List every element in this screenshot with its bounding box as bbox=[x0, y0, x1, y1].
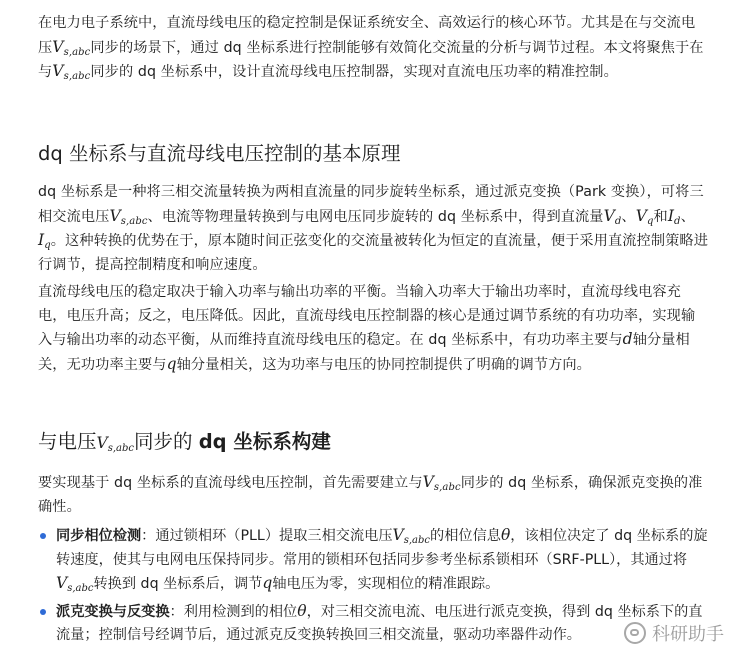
math-vsabc: $V_{s,abc}$ bbox=[52, 62, 91, 82]
watermark-text: 科研助手 bbox=[652, 624, 724, 645]
list-item: 同步相位检测：通过锁相环（PLL）提取三相交流电压$V_{s,abc}$的相位信息θ，该相位决定了 dq 坐标系的旋转速度，使其与电网电压保持同步。常用的锁相环包括同步参考坐标系锁相环（SRF-PLL），其通过将$V_{s,abc}$转换到 dq 坐标系后，调节q轴电压为零，实现相位的精准跟踪。 bbox=[38, 524, 708, 597]
math-q: q bbox=[166, 354, 177, 373]
bullet-dot-icon bbox=[40, 533, 46, 539]
math-vd: $V_d$ bbox=[603, 206, 622, 227]
math-vq: $V_q$ bbox=[635, 206, 654, 227]
math-q: q bbox=[262, 574, 273, 592]
intro-text-1: 在电力电子系统中，直流母线电压的稳定控制是保证系统安全、高效运行的核心环节。尤其是在与交流电压 bbox=[38, 15, 696, 56]
intro-text-3: 同步的 dq 坐标系中，设计直流母线电压控制器，实现对直流电压功率的精准控制。 bbox=[90, 64, 618, 80]
math-d: d bbox=[622, 330, 633, 348]
math-vsabc: $V_{s,abc}$ bbox=[392, 526, 430, 546]
math-vsabc: $V_{s,abc}$ bbox=[52, 37, 91, 58]
math-theta: θ bbox=[500, 526, 511, 544]
watermark bbox=[624, 620, 724, 646]
intro-paragraph bbox=[38, 12, 708, 85]
section1-paragraph-1: dq 坐标系是一种将三相交流量转换为两相直流量的同步旋转坐标系，通过派克变换（Park 变换），可将三相交流电压$V_{s,abc}$、电流等物理量转换到与电网电压同步旋转的 dq 坐标系中，得到直流量$V_d$、$V_q$和$I_d$、$I_q$。这种转换的优势在于，原本随时间正弦变化的交流量被转化为恒定的直流量，便于采用直流控制策略进行调节，提高控制精度和响应速度。 bbox=[38, 184, 708, 273]
bullet-title: 同步相位检测 bbox=[56, 528, 142, 544]
section2-paragraph: 要实现基于 dq 坐标系的直流母线电压控制，首先需要建立与$V_{s,abc}$同步的 dq 坐标系，确保派克变换的准确性。 bbox=[38, 473, 703, 515]
math-id: $I_d$ bbox=[667, 206, 681, 227]
bullet-dot-icon bbox=[40, 609, 46, 615]
math-vsabc: $V_{s,abc}$ bbox=[109, 206, 148, 227]
section1-heading: dq 坐标系与直流母线电压控制的基本原理 bbox=[38, 142, 401, 165]
list-item: 派克变换与反变换：利用检测到的相位θ，对三相交流电流、电压进行派克变换，得到 dq 坐标系下的直流量；控制信号经调节后，通过派克反变换转换回三相交流量，驱动功率器件动作。 bbox=[38, 600, 708, 648]
math-theta: θ bbox=[297, 601, 307, 620]
wechat-logo-icon bbox=[624, 622, 646, 644]
intro-text-2: 同步的场景下，通过 dq 坐标系进行控制能够有效简化交流量的分析与调节过程。本文将聚焦于在与 bbox=[38, 39, 704, 80]
math-vsabc: $V_{s,abc}$ bbox=[96, 434, 134, 454]
math-iq: $I_q$ bbox=[38, 231, 51, 251]
section1-paragraph-2: 直流母线电压的稳定取决于输入功率与输出功率的平衡。当输入功率大于输出功率时，直流母线电容充电，电压升高；反之，电压降低。因此，直流母线电压控制器的核心是通过调节系统的有功功率，实现输入与输出功率的动态平衡，从而维持直流母线电压的稳定。在 dq 坐标系中，有功功率主要与d轴分量相关，无功功率主要与q轴分量相关，这为功率与电压的协同控制提供了明确的调节方向。 bbox=[38, 284, 696, 373]
math-vsabc: $V_{s,abc}$ bbox=[56, 574, 94, 594]
bullet-title: 派克变换与反变换 bbox=[56, 603, 170, 620]
section2-heading: 与电压$V_{s,abc}$同步的 dq 坐标系构建 bbox=[38, 430, 331, 454]
bullet-list bbox=[38, 524, 708, 651]
math-vsabc: $V_{s,abc}$ bbox=[422, 473, 461, 493]
